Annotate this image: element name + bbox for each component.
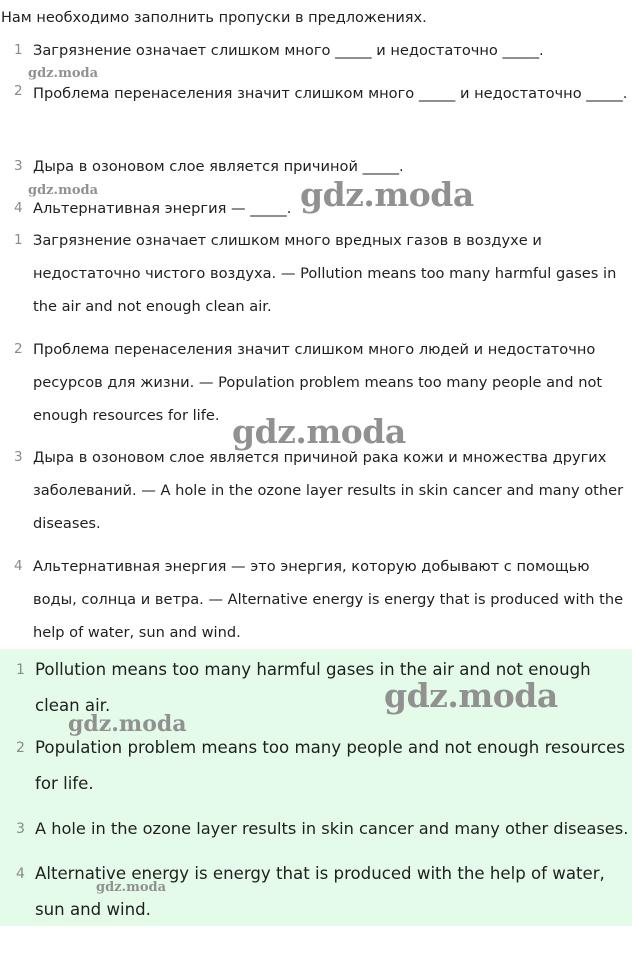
answer-number: 1 — [14, 232, 23, 248]
answer-number: 1 — [16, 662, 25, 678]
answer-text: A hole in the ozone layer results in skin cancer and many other diseases. — [35, 819, 629, 838]
task-text: Загрязнение означает слишком много _____ и недостаточно _____. — [33, 42, 544, 59]
watermark-logo: gdz.moda — [68, 711, 187, 737]
watermark-logo: gdz.moda — [384, 676, 558, 715]
task-text: Проблема перенаселения значит слишком много _____ и недостаточно _____. — [33, 85, 628, 102]
answer-text: Проблема перенаселения значит слишком много людей и недостаточно ресурсов для жизни. — Population problem means too many people and not enough resources for life. — [33, 341, 603, 424]
answer-number: 3 — [14, 449, 23, 465]
answer-text: Alternative energy is energy that is produced with the help of water, sun and wind. — [35, 864, 605, 919]
answer-number: 3 — [16, 821, 25, 837]
answer-number: 2 — [16, 740, 25, 756]
answer-text: Population problem means too many people and not enough resources for life. — [35, 738, 626, 793]
english-answers-block — [0, 649, 632, 926]
task-text: Альтернативная энергия — _____. — [33, 200, 292, 217]
answer-text: Альтернативная энергия — это энергия, которую добывают с помощью воды, солнца и ветра. — Alternative energy is energy that is produced with the help of water, sun and wind. — [33, 558, 624, 641]
intro-text: Нам необходимо заполнить пропуски в предложениях. — [1, 10, 427, 26]
task-text: Дыра в озоновом слое является причиной _____. — [33, 158, 404, 175]
answer-number: 2 — [14, 341, 23, 357]
watermark-logo: gdz.moda — [28, 183, 99, 198]
watermark-logo: gdz.moda — [300, 175, 474, 214]
answer-text: Загрязнение означает слишком много вредных газов в воздухе и недостаточно чистого воздуха. — Pollution means too many harmful gases in the air and not enough clean air. — [33, 232, 617, 315]
answer-text: Pollution means too many harmful gases in the air and not enough clean air. — [35, 660, 591, 715]
answer-number: 4 — [16, 866, 25, 882]
task-number: 4 — [14, 200, 23, 216]
task-number: 1 — [14, 42, 23, 58]
task-number: 2 — [14, 83, 23, 99]
answer-text: Дыра в озоновом слое является причиной рака кожи и множества других заболеваний. — A hole in the ozone layer results in skin cancer and many other diseases. — [33, 449, 624, 532]
watermark-logo: gdz.moda — [28, 66, 99, 81]
answer-number: 4 — [14, 558, 23, 574]
task-number: 3 — [14, 158, 23, 174]
watermark-logo: gdz.moda — [96, 880, 167, 895]
watermark-logo: gdz.moda — [232, 412, 406, 451]
